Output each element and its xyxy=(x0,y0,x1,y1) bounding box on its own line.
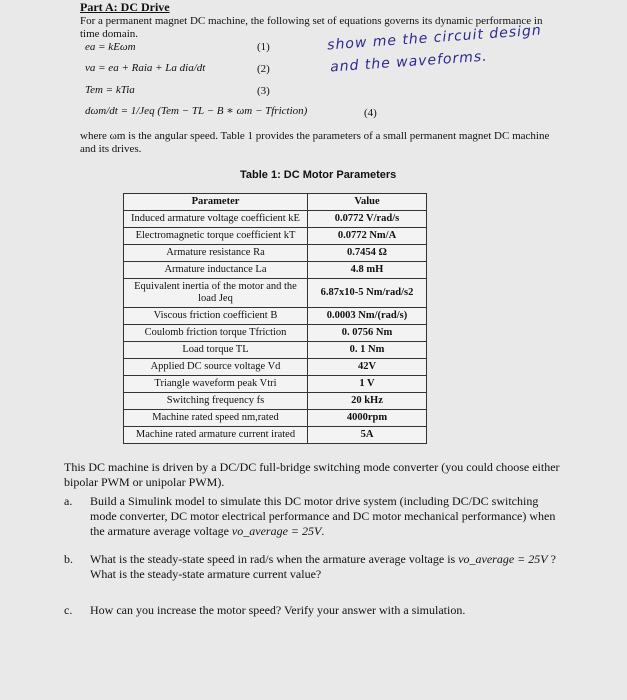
value-cell: 20 kHz xyxy=(308,393,427,410)
question-c-label: c. xyxy=(64,603,73,617)
body-text: This DC machine is driven by a DC/DC full-bridge switching mode converter (you could choose either bipolar PWM or unipolar PWM). xyxy=(64,460,560,489)
question-b-formula: vo_average = 25V xyxy=(458,552,548,566)
table-row xyxy=(124,211,427,228)
question-a-formula: vo_average = 25V xyxy=(231,524,322,538)
table-row xyxy=(124,376,427,393)
equation-1: ea = kEωm xyxy=(85,41,136,53)
param-cell: Machine rated speed nm,rated xyxy=(124,410,308,427)
equation-2-number: (2) xyxy=(257,63,270,75)
question-b-text xyxy=(90,552,560,582)
value-cell: 0. 0756 Nm xyxy=(308,325,427,342)
table-row xyxy=(124,245,427,262)
table-row xyxy=(124,359,427,376)
question-a-text xyxy=(90,494,560,539)
question-b-label: b. xyxy=(64,552,73,566)
param-cell: Machine rated armature current irated xyxy=(124,427,308,444)
table-caption: Table 1: DC Motor Parameters xyxy=(240,169,397,181)
value-cell: 6.87x10-5 Nm/rad/s2 xyxy=(308,279,427,308)
param-cell: Armature inductance La xyxy=(124,262,308,279)
value-cell: 0.0003 Nm/(rad/s) xyxy=(308,308,427,325)
param-cell: Applied DC source voltage Vd xyxy=(124,359,308,376)
param-cell: Armature resistance Ra xyxy=(124,245,308,262)
table-row xyxy=(124,342,427,359)
value-cell: 5A xyxy=(308,427,427,444)
table-row xyxy=(124,279,427,308)
table-row xyxy=(124,228,427,245)
param-cell: Equivalent inertia of the motor and the load Jeq xyxy=(124,279,308,308)
where-text: where ωm is the angular speed. Table 1 provides the parameters of a small permanent magnet DC machine and its drives. xyxy=(80,130,550,155)
equation-4: dωm/dt = 1/Jeq (Tem − TL − B ∗ ωm − Tfriction) xyxy=(85,105,308,117)
question-a-body: Build a Simulink model to simulate this DC motor drive system (including DC/DC switching mode converter, DC motor electrical performance and DC motor mechanical performance) when the armature average voltage xyxy=(90,494,556,538)
question-b-body: What is the steady-state speed in rad/s when the armature average voltage is xyxy=(90,552,456,566)
question-a-suffix: . xyxy=(321,524,325,538)
table-row xyxy=(124,393,427,410)
equation-1-number: (1) xyxy=(257,41,270,53)
value-cell: 0.7454 Ω xyxy=(308,245,427,262)
equation-3-number: (3) xyxy=(257,85,270,97)
equation-2: va = ea + Raia + La dia/dt xyxy=(85,62,206,74)
value-cell: 4.8 mH xyxy=(308,262,427,279)
table-header-row xyxy=(124,194,427,211)
handwritten-note-line2: and the waveforms. xyxy=(329,48,489,76)
value-cell: 4000rpm xyxy=(308,410,427,427)
table-row xyxy=(124,325,427,342)
parameters-table xyxy=(123,193,427,444)
question-a-label: a. xyxy=(64,494,73,508)
param-cell: Electromagnetic torque coefficient kT xyxy=(124,228,308,245)
equation-4-number: (4) xyxy=(364,107,377,119)
table-row xyxy=(124,262,427,279)
equation-3: Tem = kTia xyxy=(85,84,135,96)
value-cell: 0.0772 Nm/A xyxy=(308,228,427,245)
value-cell: 42V xyxy=(308,359,427,376)
question-c-text: How can you increase the motor speed? Verify your answer with a simulation. xyxy=(90,603,466,617)
param-cell: Switching frequency fs xyxy=(124,393,308,410)
param-cell: Triangle waveform peak Vtri xyxy=(124,376,308,393)
value-cell: 1 V xyxy=(308,376,427,393)
question-b-suffix: ? What is the steady-state armature current value? xyxy=(90,552,556,581)
handwritten-note-line1: show me the circuit design xyxy=(326,22,543,54)
value-cell: 0. 1 Nm xyxy=(308,342,427,359)
table-header-parameter: Parameter xyxy=(124,194,308,211)
param-cell: Induced armature voltage coefficient kE xyxy=(124,211,308,228)
param-cell: Coulomb friction torque Tfriction xyxy=(124,325,308,342)
part-title: Part A: DC Drive xyxy=(80,0,170,14)
table-header-value: Value xyxy=(308,194,427,211)
value-cell: 0.0772 V/rad/s xyxy=(308,211,427,228)
table-row xyxy=(124,308,427,325)
intro-text: For a permanent magnet DC machine, the following set of equations governs its dynamic performance in time domain. xyxy=(80,15,543,40)
table-row xyxy=(124,410,427,427)
param-cell: Viscous friction coefficient B xyxy=(124,308,308,325)
param-cell: Load torque TL xyxy=(124,342,308,359)
table-row xyxy=(124,427,427,444)
